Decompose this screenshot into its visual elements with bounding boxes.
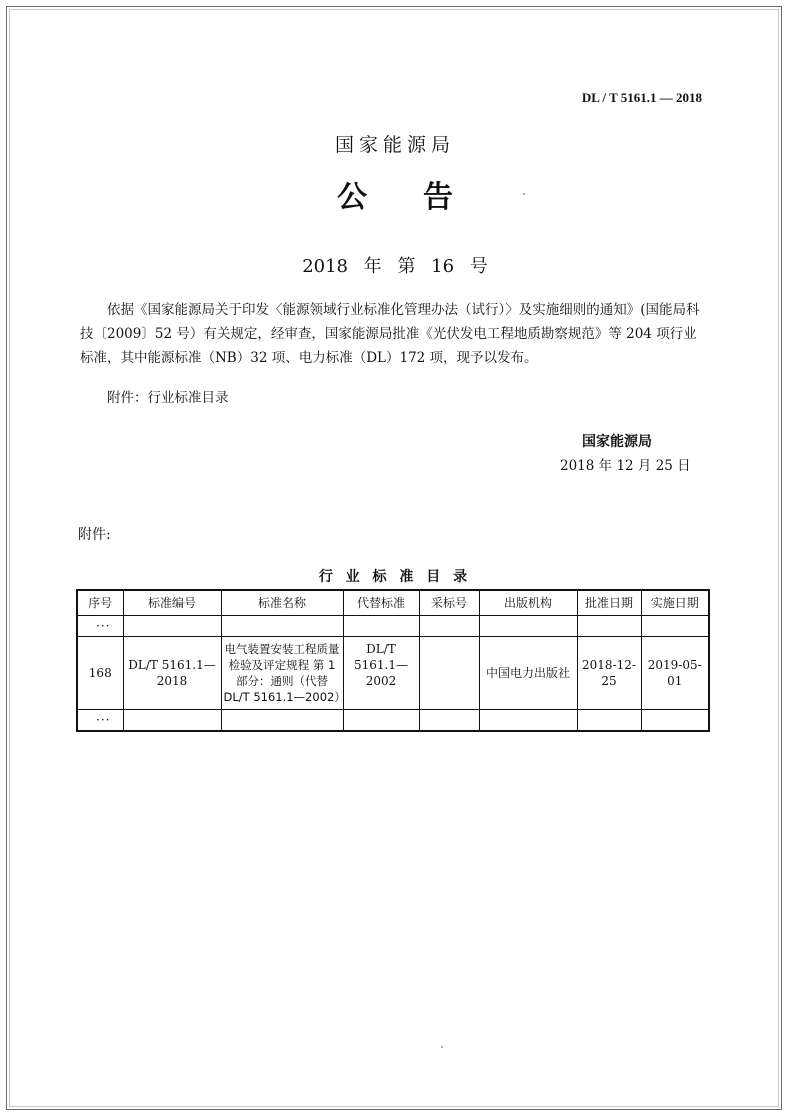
catalog-title: 行 业 标 准 目 录 [318, 569, 472, 585]
cell-name: 电气装置安装工程质量检验及评定规程 第 1 部分：通则（代替 DL/T 5161.1—2002） [221, 637, 343, 710]
standard-code: DL / T 5161.1 — 2018 [581, 90, 702, 105]
table-header-row [77, 590, 709, 616]
col-header-adopted: 采标号 [419, 590, 479, 616]
col-header-name: 标准名称 [221, 590, 343, 616]
scan-speck [441, 1046, 443, 1048]
scan-speck [523, 193, 525, 195]
cell-number: DL/T 5161.1—2018 [123, 637, 221, 710]
cell-approval-date: 2018-12-25 [577, 637, 641, 710]
cell-adopted [419, 637, 479, 710]
table-row-ellipsis [77, 616, 709, 637]
cell-effective-date: 2019-05-01 [641, 637, 709, 710]
signature-date: 2018 年 12 月 25 日 [560, 458, 691, 474]
signature-org: 国家能源局 [582, 434, 652, 450]
cell-publisher: 中国电力出版社 [479, 637, 577, 710]
attachment-heading: 附件: [78, 527, 111, 543]
ellipsis-cell: ··· [77, 710, 123, 732]
notice-body: 依据《国家能源局关于印发〈能源领域行业标准化管理办法（试行）〉及实施细则的通知》(国能局科技〔2009〕52 号）有关规定，经审查，国家能源局批准《光伏发电工程地质勘察规范》等 204 项行业标准，其中能源标准（NB）32 项、电力标准（DL）172 项，现予以发布。 [80, 302, 700, 366]
table-row-ellipsis [77, 710, 709, 732]
col-header-seq: 序号 [77, 590, 123, 616]
notice-title: 公告 [337, 180, 509, 215]
cell-replaces: DL/T 5161.1—2002 [343, 637, 419, 710]
attachment-reference: 附件：行业标准目录 [107, 390, 229, 406]
standards-catalog-table [76, 589, 710, 732]
issue-number: 2018 年 第 16 号 [302, 256, 488, 277]
col-header-approval-date: 批准日期 [577, 590, 641, 616]
cell-seq: 168 [77, 637, 123, 710]
col-header-effective-date: 实施日期 [641, 590, 709, 616]
table-row [77, 637, 709, 710]
col-header-replaces: 代替标准 [343, 590, 419, 616]
ellipsis-cell: ··· [77, 616, 123, 637]
col-header-number: 标准编号 [123, 590, 221, 616]
agency-name: 国家能源局 [334, 134, 455, 156]
col-header-publisher: 出版机构 [479, 590, 577, 616]
